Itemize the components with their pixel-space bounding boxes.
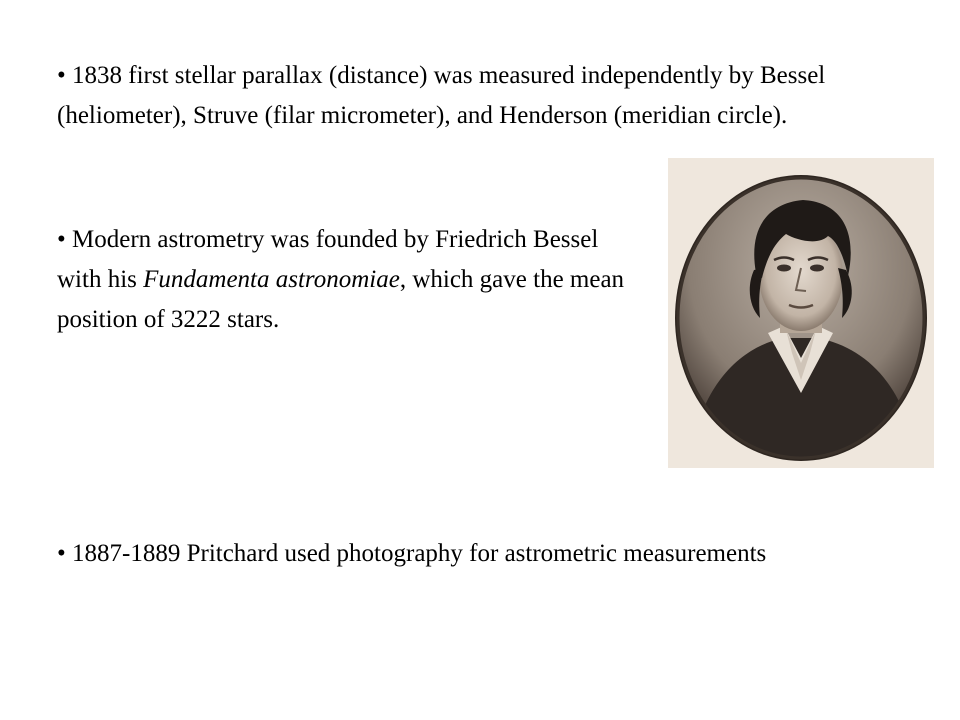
bullet-text-before: Modern astrometry was founded by Friedrich Bessel with his — [57, 226, 599, 293]
bullet-marker: • — [57, 540, 66, 567]
bullet-marker: • — [57, 62, 66, 89]
bessel-portrait-image — [668, 158, 934, 468]
bullet-text: 1838 first stellar parallax (distance) was measured independently by Bessel (heliometer), Struve (filar micrometer), and Henderson (meridian circle). — [57, 62, 826, 129]
bullet-modern-astrometry — [57, 220, 637, 340]
bullet-parallax — [57, 56, 907, 136]
bullet-text-after: , which gave the mean position of 3222 stars. — [57, 266, 625, 333]
bullet-photography — [57, 534, 837, 574]
portrait-engraving — [668, 158, 934, 468]
bullet-text: 1887-1889 Pritchard used photography for astrometric measurements — [72, 540, 767, 567]
book-title: Fundamenta astronomiae — [143, 266, 400, 293]
bullet-marker: • — [57, 226, 66, 253]
